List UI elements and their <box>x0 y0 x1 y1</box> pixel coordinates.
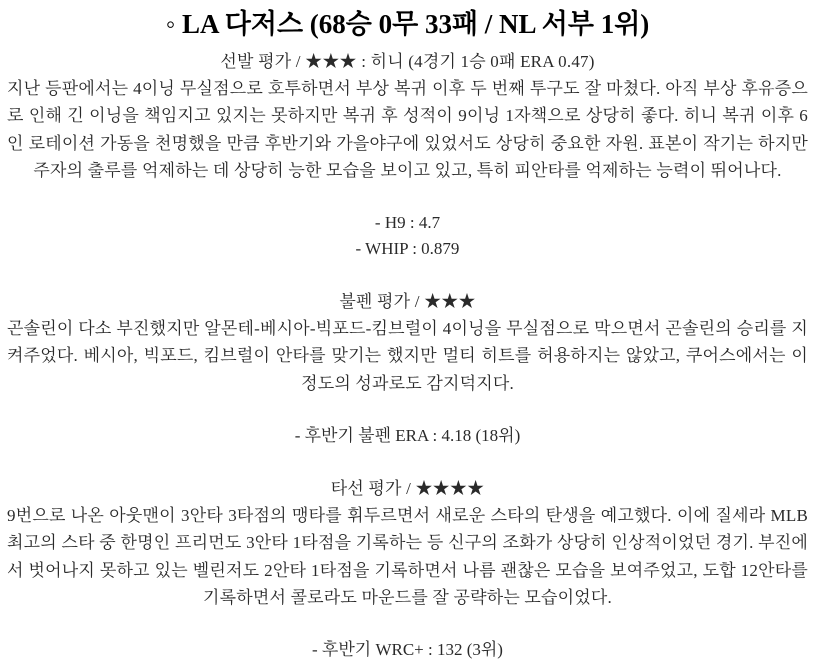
page-title: ◦ LA 다저스 (68승 0무 33패 / NL 서부 1위) <box>165 9 650 39</box>
stat-whip: - WHIP : 0.879 <box>355 239 460 259</box>
section-heading-lineup: 타선 평가 / ★★★★ <box>330 479 485 499</box>
section-body-bullpen: 곤솔린이 다소 부진했지만 알몬테-베시아-빅포드-킴브럴이 4이닝을 무실점으로 막으면서 곤솔린의 승리를 지켜주었다. 베시아, 빅포드, 킴브럴이 안타를 맞기는 했지만 멀티 히트를 허용하지는 않았고, 쿠어스에서는 이 정도의 성과로도 감지덕지다. <box>7 319 808 393</box>
section-heading-starting-pitcher: 선발 평가 / ★★★ : 히니 (4경기 1승 0패 ERA 0.47) <box>220 52 595 71</box>
stats-lineup <box>7 637 808 663</box>
stat-h9: - H9 : 4.7 <box>374 213 441 233</box>
section-lineup-review <box>7 475 808 663</box>
section-body-starting-pitcher: 지난 등판에서는 4이닝 무실점으로 호투하면서 부상 복귀 이후 두 번째 투구도 잘 마쳤다. 아직 부상 후유증으로 인해 긴 이닝을 책임지고 있지는 못하지만 복귀 후 성적이 9이닝 1자책으로 상당히 좋다. 히니 복귀 이후 6인 로테이션 가동을 천명했을 만큼 후반기와 가을야구에 있었서도 상당히 중요한 자원. 표본이 작기는 하지만 주자의 출루를 억제하는 데 상당히 능한 모습을 보이고 있고, 특히 피안타를 억제하는 능력이 뛰어나다. <box>7 79 808 180</box>
stats-bullpen <box>7 423 808 449</box>
section-heading-bullpen: 불펜 평가 / ★★★ <box>339 292 476 312</box>
stat-bullpen-era: - 후반기 불펜 ERA : 4.18 (18위) <box>294 426 521 446</box>
stat-wrc-plus: - 후반기 WRC+ : 132 (3위) <box>312 640 503 660</box>
section-starting-pitcher-review <box>7 48 808 262</box>
stats-starting-pitcher <box>7 210 808 262</box>
section-bullpen-review <box>7 288 808 449</box>
section-body-lineup: 9번으로 나온 아웃맨이 3안타 3타점의 맹타를 휘두르면서 새로운 스타의 탄생을 예고했다. 이에 질세라 MLB 최고의 스타 중 한명인 프리먼도 3안타 1타점을 기록하는 등 신구의 조화가 상당히 인상적이었던 경기. 부진에서 벗어나지 못하고 있는 벨린저도 2안타 1타점을 기록하면서 나름 괜찮은 모습을 보여주었고, 도합 12안타를 기록하면서 콜로라도 마운드를 잘 공략하는 모습이었다. <box>7 506 808 607</box>
